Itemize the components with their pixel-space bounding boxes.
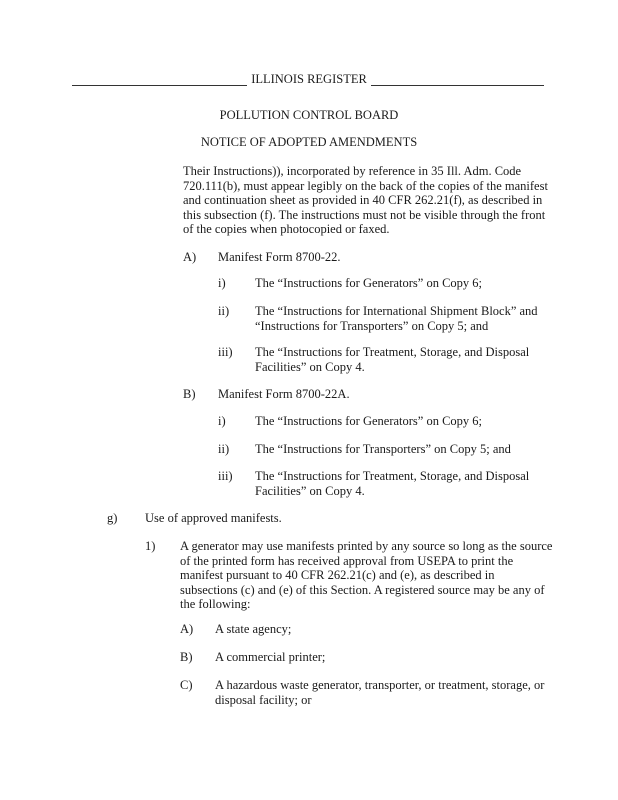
item-b-text: Manifest Form 8700-22A. <box>218 387 350 401</box>
item-1-text: A generator may use manifests printed by any source so long as the source of the printed form has received approval from USEPA to print the manifest pursuant to 40 CFR 262.21(c) and (e), as described in subsections (c) and (e) of this Section. A registered source may be any of the following: <box>180 539 553 611</box>
register-title: ILLINOIS REGISTER <box>0 72 618 87</box>
item-a-ii-label: ii) <box>218 304 230 318</box>
item-b-ii-label: ii) <box>218 442 230 456</box>
item-a-label: A) <box>183 250 197 264</box>
item-b-iii-label: iii) <box>218 469 233 483</box>
intro-paragraph <box>183 164 548 237</box>
item-a-i-label: i) <box>218 276 226 290</box>
item-b-label: B) <box>183 387 196 401</box>
item-b-ii-text: The “Instructions for Transporters” on Copy 5; and <box>255 442 511 456</box>
intro-line: and continuation sheet as provided in 40 CFR 262.21(f), as described in <box>183 193 543 207</box>
item-1-a-text: A state agency; <box>215 622 292 636</box>
item-b-i-text: The “Instructions for Generators” on Copy 6; <box>255 414 483 428</box>
intro-line: of the copies when photocopied or faxed. <box>183 222 390 236</box>
item-1-c-label: C) <box>180 678 193 692</box>
item-1-b-label: B) <box>180 650 193 664</box>
item-b-i-label: i) <box>218 414 226 428</box>
section-g-text: Use of approved manifests. <box>145 511 282 525</box>
item-b-iii-text: The “Instructions for Treatment, Storage, and Disposal Facilities” on Copy 4. <box>255 469 530 498</box>
item-a-iii-text: The “Instructions for Treatment, Storage, and Disposal Facilities” on Copy 4. <box>255 345 530 374</box>
intro-line: this subsection (f). The instructions must not be visible through the front <box>183 207 546 222</box>
item-1-label: 1) <box>145 539 156 553</box>
item-1-c-text: A hazardous waste generator, transporter, or treatment, storage, or disposal facility; or <box>215 678 545 707</box>
board-title: POLLUTION CONTROL BOARD <box>219 108 399 122</box>
item-a-ii-text: The “Instructions for International Shipment Block” and “Instructions for Transporters” on Copy 5; and <box>255 304 538 333</box>
item-a-iii-label: iii) <box>218 345 233 359</box>
intro-line: 720.111(b), must appear legibly on the back of the copies of the manifest <box>183 178 548 193</box>
item-a-text: Manifest Form 8700-22. <box>218 250 341 264</box>
notice-title: NOTICE OF ADOPTED AMENDMENTS <box>200 135 418 149</box>
item-1-a-label: A) <box>180 622 194 636</box>
item-a-i-text: The “Instructions for Generators” on Copy 6; <box>255 276 483 290</box>
section-g-label: g) <box>107 511 118 525</box>
item-1-b-text: A commercial printer; <box>215 650 326 664</box>
intro-line: Their Instructions)), incorporated by reference in 35 Ill. Adm. Code <box>183 164 522 178</box>
